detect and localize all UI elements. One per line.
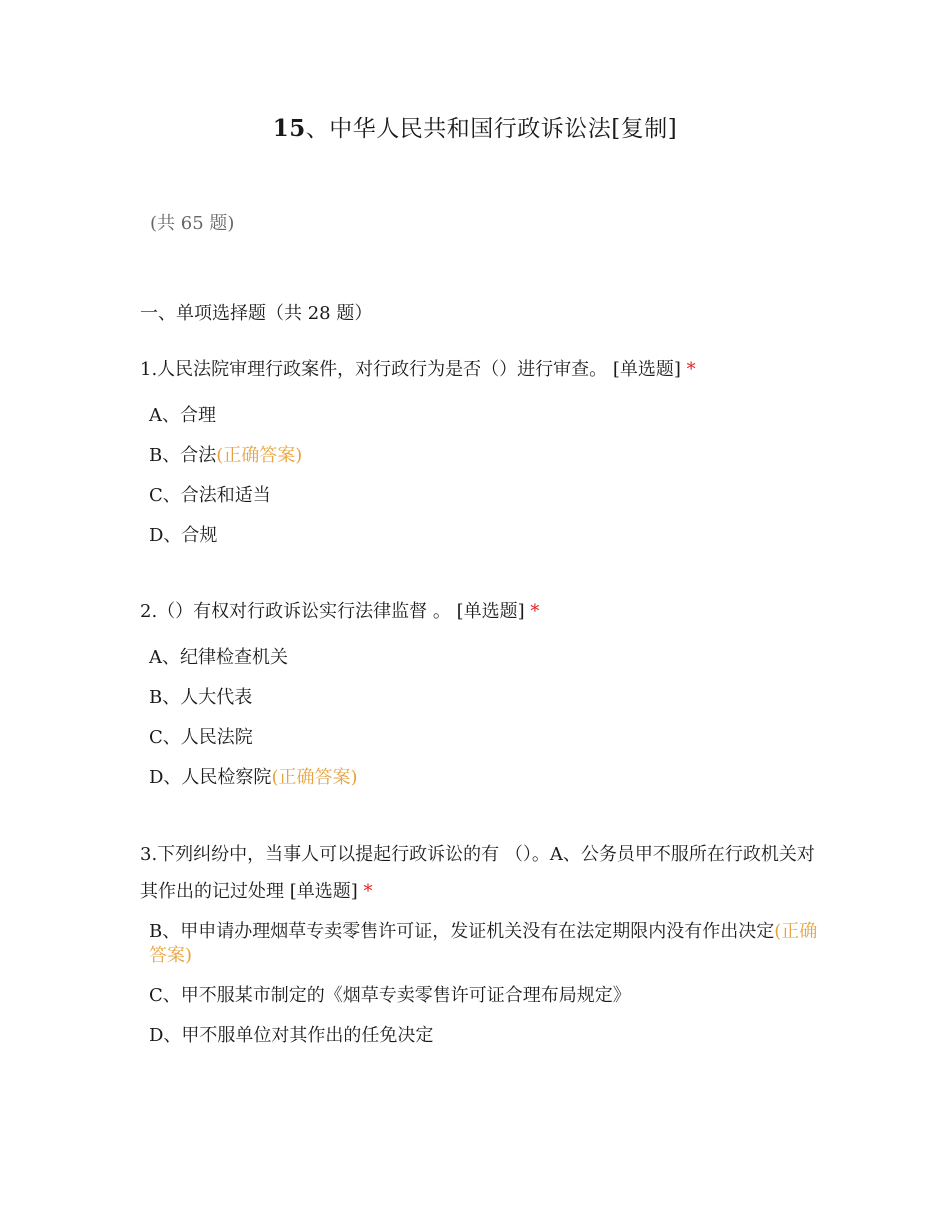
document-title (0, 110, 950, 143)
required-marker: * (530, 601, 540, 622)
option-d[interactable] (149, 766, 820, 790)
option-b[interactable] (149, 686, 820, 710)
question-text (140, 836, 820, 910)
option-list (140, 646, 820, 790)
correct-answer-tag: (正确答案) (216, 445, 303, 466)
option-label: A、合理 (149, 405, 216, 426)
option-a[interactable] (149, 404, 820, 428)
question-stem: 1.人民法院审理行政案件，对行政行为是否（）进行审查。 [单选题] (140, 359, 687, 380)
option-label: C、人民法院 (149, 727, 253, 748)
option-label: B、甲申请办理烟草专卖零售许可证，发证机关没有在法定期限内没有作出决定 (149, 921, 775, 942)
option-list (140, 920, 820, 1048)
total-question-count: (共 65 题) (150, 213, 235, 234)
option-c[interactable] (149, 484, 820, 508)
option-label: D、合规 (149, 525, 218, 546)
option-list (140, 404, 820, 548)
option-label: C、甲不服某市制定的《烟草专卖零售许可证合理布局规定》 (149, 985, 631, 1006)
title-number: 15 (272, 115, 306, 142)
option-a[interactable] (149, 646, 820, 670)
option-c[interactable] (149, 726, 820, 750)
question-stem: 3.下列纠纷中，当事人可以提起行政诉讼的有 （）。A、公务员甲不服所在行政机关对其作出的记过处理 [单选题] (140, 844, 815, 902)
option-label: A、纪律检查机关 (149, 647, 288, 668)
option-d[interactable] (149, 524, 820, 548)
required-marker: * (686, 359, 696, 380)
option-label: B、人大代表 (149, 687, 253, 708)
question-stem: 2.（）有权对行政诉讼实行法律监督 。 [单选题] (140, 601, 531, 622)
option-label: D、人民检察院 (149, 767, 272, 788)
question-text (140, 593, 820, 630)
correct-answer-tag: (正确答案) (271, 767, 358, 788)
option-d[interactable] (149, 1024, 820, 1048)
title-text: 、中华人民共和国行政诉讼法[复制] (305, 116, 678, 142)
option-label: D、甲不服单位对其作出的任免决定 (149, 1025, 434, 1046)
section-heading: 一、单项选择题（共 28 题） (140, 303, 373, 324)
option-c[interactable] (149, 984, 820, 1008)
question-3 (140, 836, 820, 1048)
question-1 (140, 351, 820, 548)
question-2 (140, 593, 820, 790)
option-label: B、合法 (149, 445, 217, 466)
option-label: C、合法和适当 (149, 485, 271, 506)
question-text (140, 351, 820, 388)
correct-answer-tag: (正确答案) (149, 921, 818, 966)
required-marker: * (363, 881, 373, 902)
option-b[interactable] (149, 444, 820, 468)
option-b[interactable] (149, 920, 820, 968)
